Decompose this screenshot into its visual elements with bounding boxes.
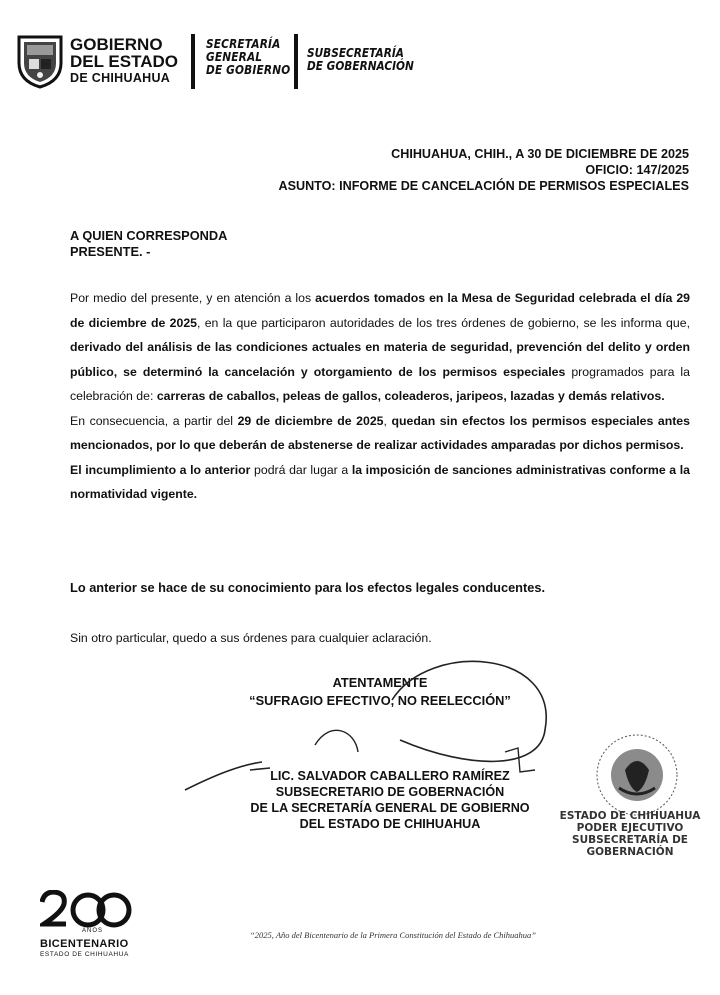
signatory-title-3: DEL ESTADO DE CHIHUAHUA — [299, 817, 481, 831]
p1-text-e: programados para la celebración de: — [70, 364, 690, 403]
gov-line-3: DE CHIHUAHUA — [70, 71, 171, 85]
addressee-line-1: A QUIEN CORRESPONDA — [70, 228, 228, 243]
gov-line-2: DEL ESTADO — [70, 52, 178, 71]
bicentenario-anos: AÑOS — [82, 928, 104, 934]
signatory-title-1: SUBSECRETARIO DE GOBERNACIÓN — [275, 785, 505, 799]
official-seal-icon — [575, 730, 685, 820]
bicentenario-200-logo-icon — [40, 890, 132, 930]
seal-line-1: ESTADO DE CHIHUAHUA — [559, 810, 701, 822]
footer-lema: “2025, Año del Bicentenario de la Primera Constitución del Estado de Chihuahua” — [250, 930, 536, 940]
seal-line-2: PODER EJECUTIVO — [576, 822, 684, 834]
seal-line-3: SUBSECRETARÍA DE GOBERNACIÓN — [572, 834, 688, 858]
subsec-line-2: DE GOBERNACIÓN — [307, 59, 414, 73]
p1-bold-f: carreras de caballos, peleas de gallos, coleaderos, jaripeos, lazadas y demás relativos. — [156, 389, 665, 403]
place-date: CHIHUAHUA, CHIH., A 30 DE DICIEMBRE DE 2025 — [391, 147, 689, 161]
gov-line-1: GOBIERNO — [70, 35, 163, 54]
p1-text-c: , en la que participaron autoridades de los tres órdenes de gobierno, se les informa que, — [197, 315, 690, 330]
p1-bold-b: acuerdos tomados en la Mesa de Seguridad celebrada el día 29 de diciembre de 2025 — [70, 291, 690, 330]
closing-statement: Lo anterior se hace de su conocimiento para los efectos legales conducentes. — [70, 580, 546, 595]
lema: “SUFRAGIO EFECTIVO, NO REELECCIÓN” — [249, 693, 511, 708]
seal-text — [540, 810, 720, 858]
p2-text-a: En consecuencia, a partir del — [70, 413, 238, 428]
atentamente: ATENTAMENTE — [332, 675, 428, 690]
p3-bold-a: El incumplimiento a lo anterior — [70, 462, 251, 477]
p1-bold-d: derivado del análisis de las condiciones actuales en materia de seguridad, prevención del delito y orden público, se determinó la cancelación y otorgamiento de los permisos especiales — [70, 340, 690, 379]
p1-text-a: Por medio del presente, y en atención a los — [70, 291, 316, 305]
subsec-line-1: SUBSECRETARÍA — [307, 46, 404, 60]
sec-line-1: SECRETARÍA — [206, 37, 281, 51]
p2-bold-b: 29 de diciembre de 2025 — [237, 413, 384, 428]
p2-text-c: , — [383, 413, 392, 428]
signatory-title-2: DE LA SECRETARÍA GENERAL DE GOBIERNO — [250, 801, 530, 815]
bicentenario-sublabel: ESTADO DE CHIHUAHUA — [40, 951, 129, 958]
p2-bold-d: quedan sin efectos los permisos especiales antes mencionados, por lo que deberán de abstenerse de realizar actividades amparadas por dichos permisos. — [70, 413, 690, 452]
signatory-name: LIC. SALVADOR CABALLERO RAMÍREZ — [270, 769, 510, 783]
signatory-block — [195, 768, 585, 832]
oficio-number: OFICIO: 147/2025 — [585, 163, 689, 177]
p3-text-b: podrá dar lugar a — [250, 462, 352, 477]
sec-line-3: DE GOBIERNO — [206, 63, 291, 77]
sin-otro-particular: Sin otro particular, quedo a sus órdenes para cualquier aclaración. — [70, 631, 432, 645]
sec-line-2: GENERAL — [206, 50, 263, 64]
addressee-line-2: PRESENTE. - — [70, 244, 151, 259]
p3-bold-c: la imposición de sanciones administrativas conforme a la normatividad vigente. — [70, 462, 690, 501]
asunto: ASUNTO: INFORME DE CANCELACIÓN DE PERMISOS ESPECIALES — [278, 179, 689, 193]
bicentenario-label: BICENTENARIO — [40, 938, 129, 950]
